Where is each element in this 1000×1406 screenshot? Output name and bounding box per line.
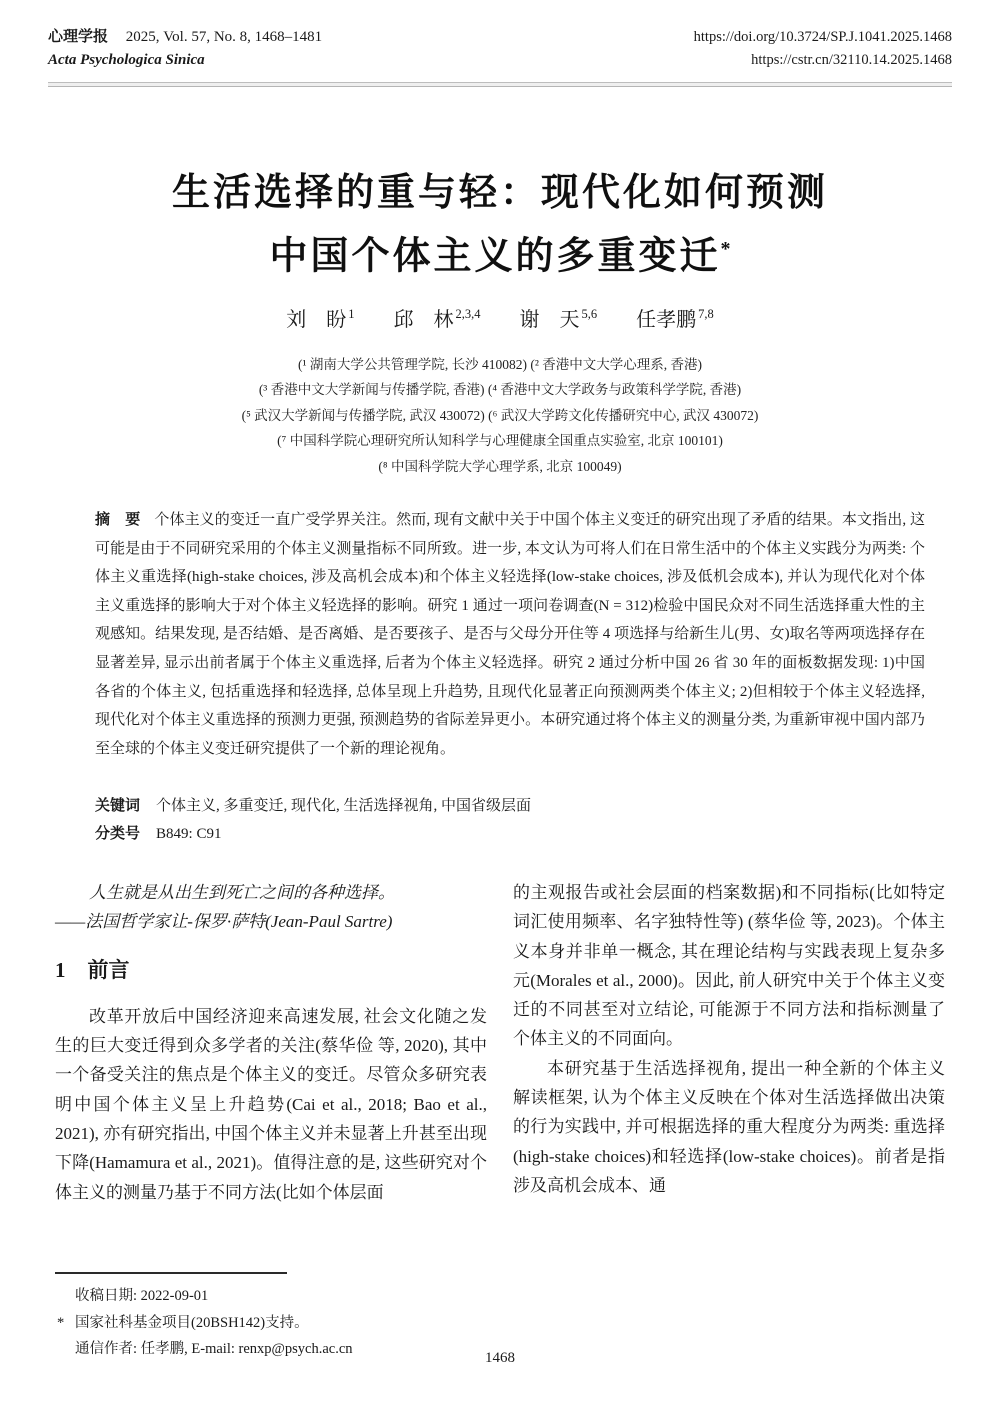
header-divider	[48, 82, 952, 87]
affiliation-line-4: (⁷ 中国科学院心理研究所认知科学与心理健康全国重点实验室, 北京 100101)	[277, 433, 723, 449]
keywords	[95, 792, 925, 820]
footnote-received-date: 收稿日期: 2022-09-01	[75, 1288, 209, 1304]
paper-title-line2-text: 中国个体主义的多重变迁	[269, 235, 721, 278]
author-1-name: 刘 盼	[286, 309, 347, 331]
page-number: 1468	[485, 1350, 515, 1366]
footnote-divider	[55, 1272, 287, 1274]
intro-paragraph-2: 本研究基于生活选择视角, 提出一种全新的个体主义解读框架, 认为个体主义反映在个体对生活选择做出决策的行为实践中, 并可根据选择的重大程度分为两类: 重选择(high-stake choices)和轻选择(low-stake choices)。前者是指涉及高机会成本、通	[513, 1058, 945, 1195]
journal-name-cn: 心理学报	[48, 29, 109, 45]
classification-text: B849: C91	[156, 826, 222, 842]
footnote-correspondence: 通信作者: 任孝鹏, E-mail: renxp@psych.ac.cn	[75, 1341, 353, 1357]
affiliation-line-3: (⁵ 武汉大学新闻与传播学院, 武汉 430072) (⁶ 武汉大学跨文化传播研究中心, 武汉 430072)	[241, 407, 759, 423]
author-3-affil-sup: 5,6	[581, 307, 598, 322]
keywords-text: 个体主义, 多重变迁, 现代化, 生活选择视角, 中国省级层面	[156, 798, 532, 814]
author-2-name: 邱 林	[393, 309, 454, 331]
left-column	[55, 878, 487, 1207]
footnote-asterisk: *	[57, 1314, 65, 1331]
section-1-heading	[55, 956, 487, 985]
paper-title	[0, 165, 1000, 285]
author-1	[286, 309, 354, 331]
epigraph-line1: 人生就是从出生到死亡之间的各种选择。	[89, 883, 395, 902]
paper-title-line1: 生活选择的重与轻：现代化如何预测	[171, 172, 828, 214]
author-2-affil-sup: 2,3,4	[455, 307, 481, 322]
classification-label: 分类号	[95, 826, 141, 842]
journal-header-right	[694, 26, 952, 72]
intro-paragraph-left: 改革开放后中国经济迎来高速发展, 社会文化随之发生的巨大变迁得到众多学者的关注(蔡华俭 等, 2020), 其中一个备受关注的焦点是个体主义的变迁。尽管众多研究表明中国个体主义呈上升趋势(Cai et al., 2018; Bao et al., 2021), 亦有研究指出, 中国个体主义并未显著上升甚至出现下降(Hamamura et al., 2021)。值得注意的是, 这些研究对个体主义的测量乃基于不同方法(比如个体层面	[55, 1006, 487, 1202]
paper-title-line2	[0, 221, 1000, 285]
doi-link[interactable]: https://doi.org/10.3724/SP.J.1041.2025.1468	[693, 29, 952, 45]
journal-header-left	[48, 26, 322, 72]
affiliation-line-2: (³ 香港中文大学新闻与传播学院, 香港) (⁴ 香港中文大学政务与政策科学学院, 香港)	[258, 382, 742, 398]
affiliation-line-5: (⁸ 中国科学院大学心理学系, 北京 100049)	[378, 458, 622, 474]
right-column	[513, 878, 945, 1207]
title-footnote-mark: *	[720, 238, 731, 260]
epigraph	[55, 878, 487, 937]
epigraph-line2: ——法国哲学家让-保罗·萨特(Jean-Paul Sartre)	[55, 912, 393, 932]
author-3	[520, 309, 598, 331]
abstract-label: 摘 要	[95, 512, 141, 528]
footnote-funding	[55, 1310, 655, 1337]
affiliation-line-1: (¹ 湖南大学公共管理学院, 长沙 410082) (² 香港中文大学心理系, 香港)	[297, 357, 703, 372]
journal-name-en: Acta Psychologica Sinica	[48, 52, 205, 68]
journal-header	[48, 26, 952, 72]
affiliation-list	[0, 352, 1000, 479]
author-1-affil-sup: 1	[348, 307, 355, 322]
author-4-affil-sup: 7,8	[698, 307, 714, 322]
author-4	[636, 309, 714, 331]
abstract-text: 个体主义的变迁一直广受学界关注。然而, 现有文献中关于中国个体主义变迁的研究出现了矛盾的结果。本文指出, 这可能是由于不同研究采用的个体主义测量指标不同所致。进一步, 本文认为可将人们在日常生活中的个体主义实践分为两类: 个体主义重选择(high-stake choices, 涉及高机会成本)和个体主义轻选择(low-stake choices, 涉及低机会成本), 并认为现代化对个体主义重选择的影响大于对个体主义轻选择的影响。研究 1 通过一项问卷调查(N = 312)检验中国民众对不同生活选择重大性的主观感知。结果发现, 是否结婚、是否离婚、是否要孩子、是否与父母分开住等 4 项选择与给新生儿(男、女)取名等两项选择存在显著差异, 显示出前者属于个体主义重选择, 后者为个体主义轻选择。研究 2 通过分析中国 26 省 30 年的面板数据发现: 1)中国各省的个体主义, 包括重选择和轻选择, 总体呈现上升趋势, 且现代化显著正向预测两类个体主义; 2)但相较于个体主义轻选择, 现代化对个体主义重选择的预测力更强, 预测趋势的省际差异更小。本研究通过将个体主义的测量分类, 为重新审视中国内部乃至全球的个体主义变迁研究提供了一个新的理论视角。	[95, 512, 925, 757]
abstract	[95, 506, 925, 763]
journal-issue-info: 2025, Vol. 57, No. 8, 1468–1481	[125, 29, 323, 45]
section-1-number: 1	[55, 957, 66, 982]
intro-paragraph-continuation: 的主观报告或社会层面的档案数据)和不同指标(比如特定词汇使用频率、名字独特性等) (蔡华俭 等, 2023)。个体主义本身并非单一概念, 其在理论结构与实践表现上复杂多元(Morales et al., 2000)。因此, 前人研究中关于个体主义变迁的不同甚至对立结论, 可能源于不同方法和指标测量了个体主义的不同面向。	[513, 883, 945, 1049]
section-1-title: 前言	[87, 957, 130, 982]
classification	[95, 820, 925, 848]
author-list	[0, 303, 1000, 332]
keywords-label: 关键词	[95, 798, 141, 814]
cstr-link[interactable]: https://cstr.cn/32110.14.2025.1468	[751, 52, 952, 68]
author-4-name: 任孝鹏	[636, 309, 697, 331]
footnote-funding-text: 国家社科基金项目(20BSH142)支持。	[75, 1314, 309, 1331]
author-2	[394, 309, 481, 331]
author-3-name: 谢 天	[519, 309, 580, 331]
journal-issue-line	[48, 26, 322, 49]
body-columns	[55, 878, 945, 1207]
